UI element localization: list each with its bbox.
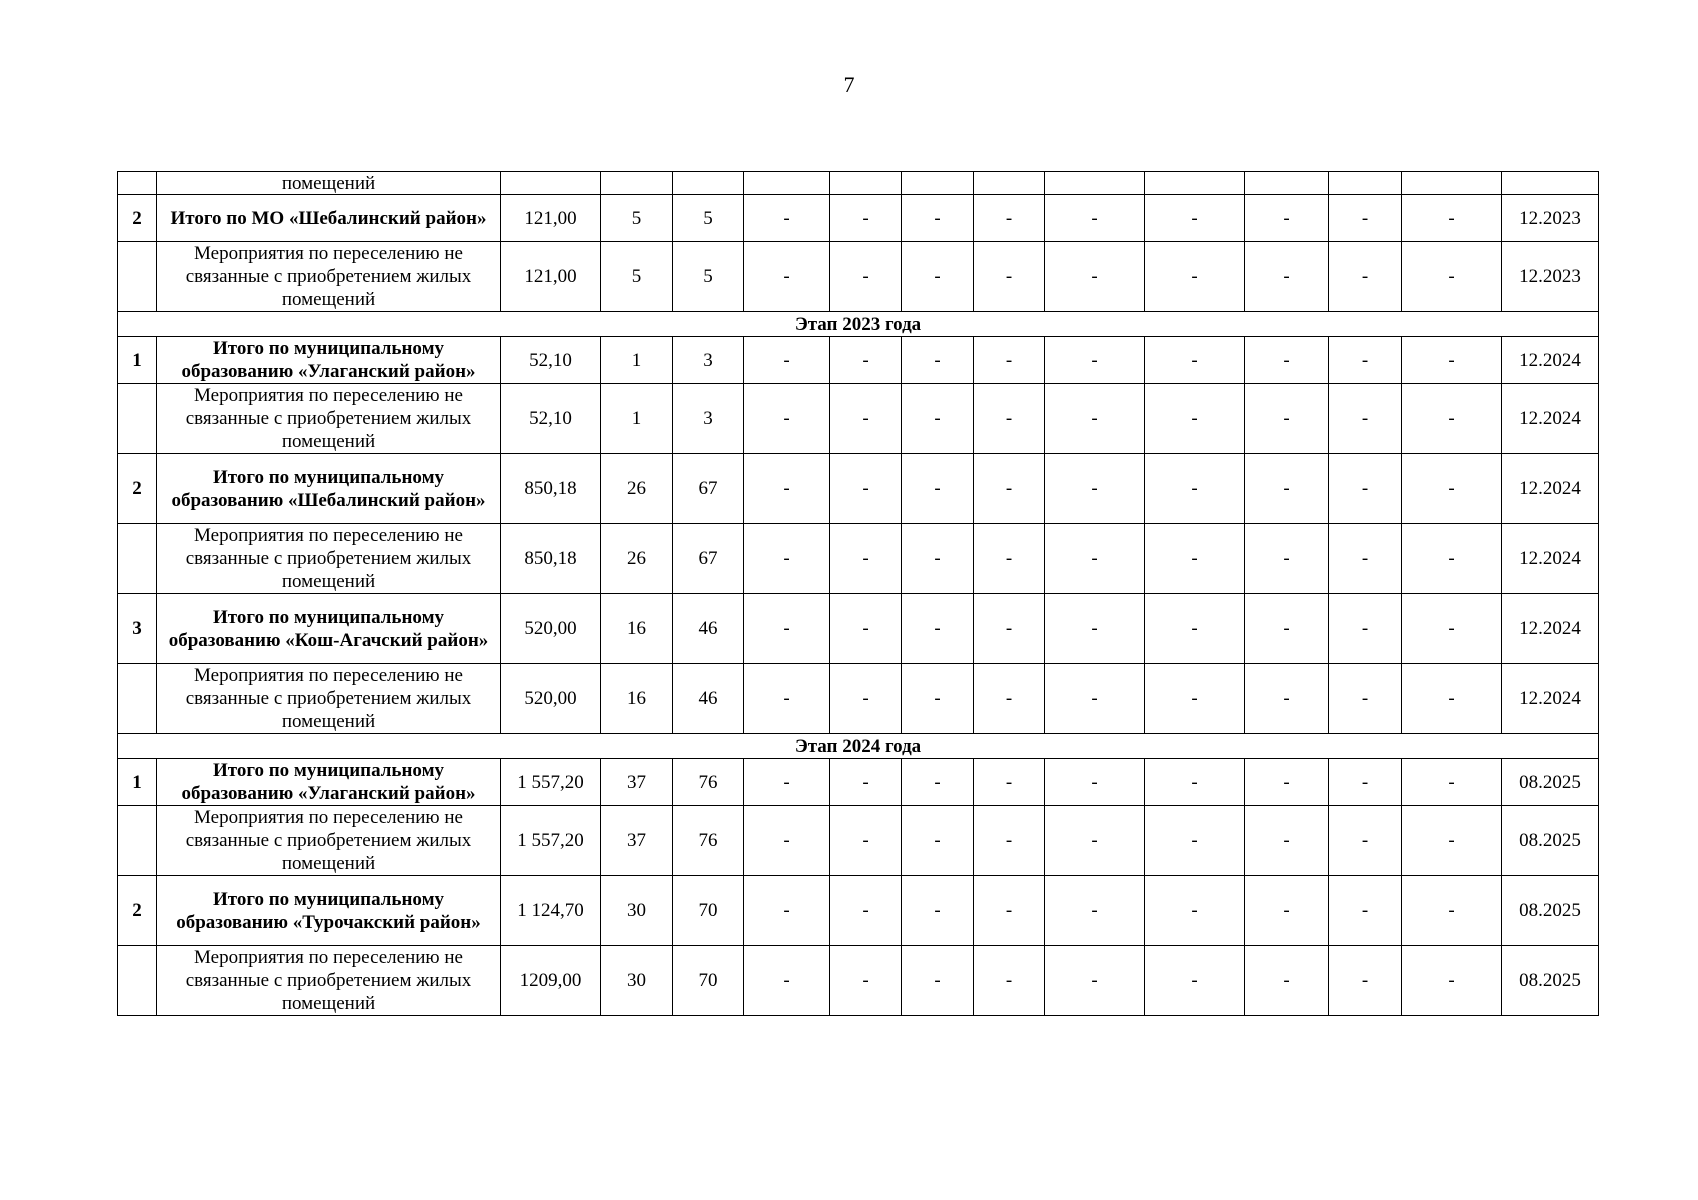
cell-dash: - [1145,195,1245,242]
cell-dash: - [1045,337,1145,384]
cell-dash: - [902,664,974,734]
cell-dash: - [902,195,974,242]
cell-name: Итого по МО «Шебалинский район» [157,195,501,242]
cell-count: 30 [601,876,673,946]
cell-name: Итого по муниципальному образованию «Кош-Агачский район» [157,594,501,664]
cell-dash: - [1329,876,1402,946]
cell-dash: - [744,806,830,876]
cell-dash: - [974,946,1045,1016]
cell-area: 1209,00 [501,946,601,1016]
cell-dash: - [830,594,902,664]
cell-count: 1 [601,384,673,454]
cell-dash: - [744,594,830,664]
cell-area: 850,18 [501,454,601,524]
cell-dash: - [744,524,830,594]
cell-dash: - [974,454,1045,524]
cell-dash: - [1402,876,1502,946]
cell-dash: - [1329,806,1402,876]
cell-dash: - [1329,524,1402,594]
cell-dash: - [1045,195,1145,242]
cell-date-start: 12.2024 [1502,664,1599,734]
cell-area: 52,10 [501,384,601,454]
cell-dash: - [1045,876,1145,946]
cell-dash: - [1329,759,1402,806]
cell-date-start: 12.2024 [1502,454,1599,524]
stage-header-row [118,734,1599,759]
cell-count: 30 [601,946,673,1016]
cell-dash: - [1045,946,1145,1016]
cell-name: Мероприятия по переселению не связанные с приобретением жилых помещений [157,664,501,734]
cell-dash: - [1045,664,1145,734]
cell-num [118,172,157,195]
table-row [118,876,1599,946]
cell-count: 46 [673,594,744,664]
cell-dash: - [1245,242,1329,312]
cell-dash: - [1402,664,1502,734]
cell-count: 5 [601,242,673,312]
cell-dash: - [1145,594,1245,664]
cell-dash: - [830,337,902,384]
cell-count: 37 [601,806,673,876]
cell-date-start: 12.2024 [1502,384,1599,454]
cell-dash: - [1045,524,1145,594]
cell-area: 1 557,20 [501,759,601,806]
cell-dash: - [1329,454,1402,524]
cell-date-start: 08.2025 [1502,946,1599,1016]
cell-num [118,242,157,312]
cell-dash: - [1145,337,1245,384]
cell-num [118,664,157,734]
cell-date-start: 12.2024 [1502,524,1599,594]
cell-date-start: 12.2023 [1502,195,1599,242]
cell-count: 5 [601,195,673,242]
cell-dash: - [830,946,902,1016]
cell-count: 67 [673,454,744,524]
cell-count: 1 [601,337,673,384]
table-row [118,195,1599,242]
cell-count: 16 [601,664,673,734]
cell-dash: - [830,806,902,876]
cell-dash: - [902,759,974,806]
cell-dash: - [1245,806,1329,876]
cell-dash: - [1245,664,1329,734]
cell-num [118,806,157,876]
cell-dash: - [1329,337,1402,384]
cell-dash: - [902,876,974,946]
cell-dash: - [902,524,974,594]
cell-count: 70 [673,946,744,1016]
cell-dash: - [744,759,830,806]
cell-dash: - [1402,759,1502,806]
cell-dash: - [1045,594,1145,664]
cell-num: 3 [118,594,157,664]
cell-dash: - [902,806,974,876]
table-row [118,664,1599,734]
cell-dash: - [1245,454,1329,524]
cell-dash: - [830,242,902,312]
cell-dash: - [974,876,1045,946]
page-number: 7 [843,72,855,97]
cell-dash: - [1245,594,1329,664]
cell-num: 2 [118,195,157,242]
cell-num [118,384,157,454]
table-row [118,594,1599,664]
cell-count: 5 [673,242,744,312]
cell-dash: - [974,664,1045,734]
cell-num: 2 [118,876,157,946]
cell-dash: - [1402,946,1502,1016]
cell-dash: - [1245,876,1329,946]
cell-area: 850,18 [501,524,601,594]
cell-dash: - [1045,384,1145,454]
cell-dash: - [974,806,1045,876]
cell-dash: - [1402,454,1502,524]
cell-date-start: 12.2024 [1502,594,1599,664]
cell-dash: - [1402,524,1502,594]
cell-num: 2 [118,454,157,524]
cell-dash: - [1145,876,1245,946]
cell-name: Итого по муниципальному образованию «Турочакский район» [157,876,501,946]
cell-dash: - [744,664,830,734]
cell-count: 76 [673,806,744,876]
cell-dash: - [1402,594,1502,664]
table-row [118,946,1599,1016]
cell-area: 121,00 [501,242,601,312]
cell-dash: - [902,242,974,312]
cell-area: 121,00 [501,195,601,242]
cell-dash: - [1245,946,1329,1016]
cell-num: 1 [118,337,157,384]
cell-area: 520,00 [501,664,601,734]
cell-count: 16 [601,594,673,664]
table-row [118,759,1599,806]
cell-area: 520,00 [501,594,601,664]
cell-name: Мероприятия по переселению не связанные с приобретением жилых помещений [157,946,501,1016]
cell-dash: - [744,337,830,384]
cell-dash: - [744,242,830,312]
cell-count: 67 [673,524,744,594]
cell-dash: - [974,384,1045,454]
cell-dash: - [1045,806,1145,876]
cell-dash: - [830,195,902,242]
cell-dash: - [1145,946,1245,1016]
cell-date-start: 08.2025 [1502,876,1599,946]
cell-name: Мероприятия по переселению не связанные с приобретением жилых помещений [157,384,501,454]
cell-dash: - [1245,524,1329,594]
table-row [118,524,1599,594]
cell-dash: - [902,594,974,664]
cell-dash: - [902,384,974,454]
cell-dash: - [1145,242,1245,312]
cell-area: 1 557,20 [501,806,601,876]
cell-num [118,946,157,1016]
cell-dash: - [1245,384,1329,454]
cell-dash: - [1245,337,1329,384]
cell-name: Мероприятия по переселению не связанные с приобретением жилых помещений [157,524,501,594]
cell-name: Итого по муниципальному образованию «Улаганский район» [157,759,501,806]
cell-dash: - [744,384,830,454]
cell-dash: - [1329,384,1402,454]
cell-num [118,524,157,594]
cell-date-start: 12.2024 [1502,337,1599,384]
cell-dash: - [1145,384,1245,454]
cell-dash: - [974,337,1045,384]
table-row [118,384,1599,454]
cell-dash: - [1402,384,1502,454]
cell-name: помещений [157,172,501,195]
cell-dash: - [1245,195,1329,242]
cell-count: 76 [673,759,744,806]
cell-count: 5 [673,195,744,242]
cell-dash: - [1045,759,1145,806]
table-row [118,242,1599,312]
cell-dash: - [1045,454,1145,524]
cell-dash: - [1145,664,1245,734]
cell-name: Итого по муниципальному образованию «Улаганский район» [157,337,501,384]
cell-dash: - [830,524,902,594]
cell-area: 1 124,70 [501,876,601,946]
cell-dash: - [1145,759,1245,806]
cell-dash: - [902,337,974,384]
cell-dash: - [1402,337,1502,384]
cell-dash: - [744,876,830,946]
cell-dash: - [1329,946,1402,1016]
cell-dash: - [830,664,902,734]
cell-dash: - [1045,242,1145,312]
cell-name: Мероприятия по переселению не связанные с приобретением жилых помещений [157,242,501,312]
cell-count: 46 [673,664,744,734]
cell-name: Мероприятия по переселению не связанные с приобретением жилых помещений [157,806,501,876]
cell-dash: - [1329,242,1402,312]
stage-label: Этап 2024 года [118,734,1599,759]
cell-dash: - [1145,524,1245,594]
cell-dash: - [1145,806,1245,876]
cell-dash: - [830,384,902,454]
cell-date-start: 12.2023 [1502,242,1599,312]
stage-header-row [118,312,1599,337]
cell-count: 26 [601,454,673,524]
cell-num: 1 [118,759,157,806]
cell-dash: - [830,759,902,806]
table-row [118,806,1599,876]
cell-date-start: 08.2025 [1502,806,1599,876]
cell-dash: - [1402,806,1502,876]
table-row [118,337,1599,384]
cell-dash: - [744,454,830,524]
cell-dash: - [1245,759,1329,806]
cell-dash: - [1329,664,1402,734]
cell-count: 37 [601,759,673,806]
cell-count: 3 [673,337,744,384]
cell-name: Итого по муниципальному образованию «Шебалинский район» [157,454,501,524]
cell-date-start: 08.2025 [1502,759,1599,806]
cell-dash: - [974,195,1045,242]
cell-dash: - [1145,454,1245,524]
cell-dash: - [1402,242,1502,312]
table-row-continuation [118,172,1599,195]
cell-count: 70 [673,876,744,946]
cell-dash: - [1329,195,1402,242]
cell-count: 3 [673,384,744,454]
cell-dash: - [830,454,902,524]
cell-dash: - [1329,594,1402,664]
cell-dash: - [974,524,1045,594]
cell-dash: - [744,946,830,1016]
cell-dash: - [1402,195,1502,242]
cell-dash: - [830,876,902,946]
cell-dash: - [744,195,830,242]
cell-dash: - [974,759,1045,806]
stage-label: Этап 2023 года [118,312,1599,337]
cell-dash: - [902,946,974,1016]
resettlement-table [117,171,1599,1016]
cell-dash: - [902,454,974,524]
cell-area: 52,10 [501,337,601,384]
cell-count: 26 [601,524,673,594]
cell-dash: - [974,242,1045,312]
table-row [118,454,1599,524]
cell-dash: - [974,594,1045,664]
